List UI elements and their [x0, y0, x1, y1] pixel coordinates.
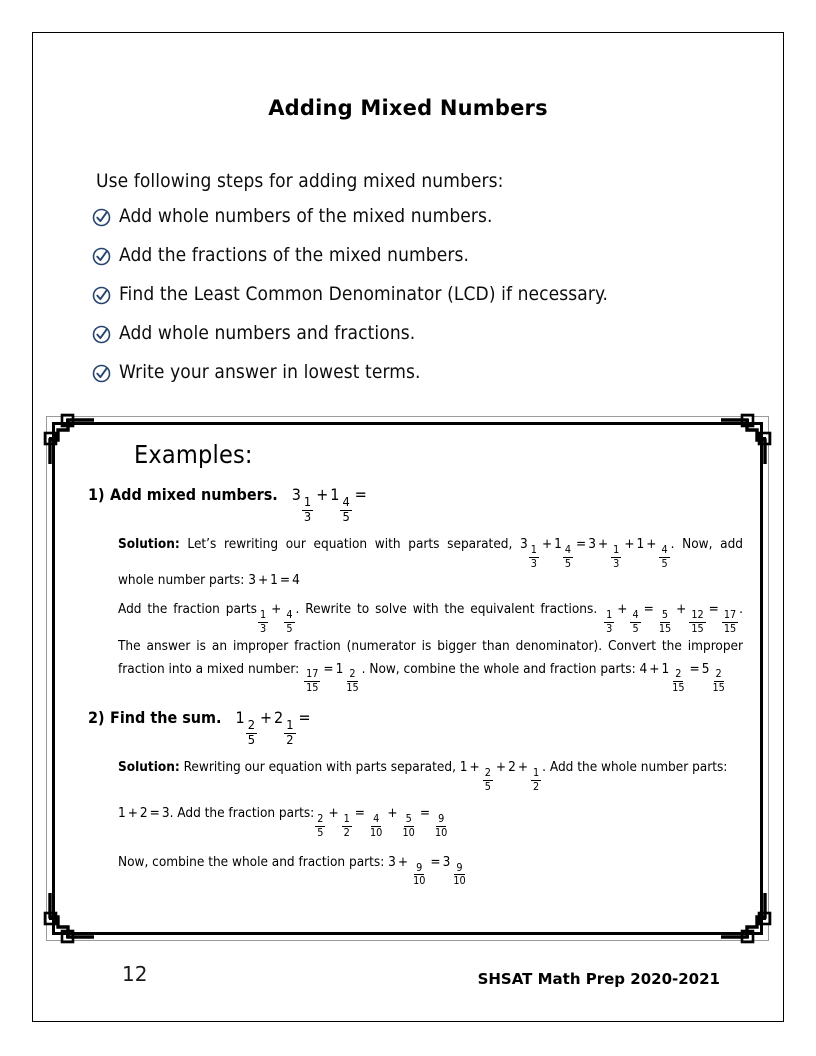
- solution-label: Solution:: [118, 759, 180, 776]
- intro-text: Use following steps for adding mixed numbers:: [96, 170, 504, 192]
- solution-text: Add the fraction parts: [118, 601, 257, 618]
- list-item: [92, 245, 732, 268]
- examples-heading: Examples:: [134, 440, 253, 469]
- list-item: [92, 284, 732, 307]
- circled-check-icon: [92, 325, 111, 344]
- list-item-label: Find the Least Common Denominator (LCD) if necessary.: [119, 283, 609, 305]
- solution-math: 1 + $\frac{2}{5}$ + 2 + $\frac{1}{2}$ .: [459, 759, 547, 793]
- examples-box: [46, 416, 769, 941]
- example-1-question: [88, 485, 743, 525]
- circled-check-icon: [92, 208, 111, 227]
- example-question-math: 3 $\frac{1}{3}$ + 1 $\frac{4}{5}$ =: [291, 485, 367, 526]
- list-item: [92, 323, 732, 346]
- example-question-math: 1 $\frac{2}{5}$ + 2 $\frac{1}{2}$ =: [235, 708, 311, 749]
- circled-check-icon: [92, 364, 111, 383]
- list-item: [92, 206, 732, 229]
- solution-math: $\frac{2}{5}$ + $\frac{1}{2}$ = $\frac{4}{10}$ + $\frac{5}{10}$ = $\frac{9}{10}$: [317, 805, 448, 839]
- example-2-solution-p2: [118, 802, 743, 838]
- solution-math: 4 + 1 $\frac{2}{15}$ = 5 $\frac{2}{15}$: [639, 660, 725, 695]
- examples-content: [88, 440, 743, 927]
- example-2-question: [88, 708, 743, 748]
- solution-text: Let’s rewriting our equation with parts separated,: [187, 536, 513, 553]
- solution-text: Rewriting our equation with parts separated,: [183, 759, 456, 776]
- solution-math: $\frac{1}{3}$ + $\frac{4}{5}$ .: [259, 601, 300, 635]
- solution-label: Solution:: [118, 536, 180, 553]
- solution-text: The answer is an improper fraction (numerator is bigger than denominator). Convert the improper fraction into a mixed number:: [118, 637, 743, 677]
- list-item: [92, 362, 732, 385]
- circled-check-icon: [92, 247, 111, 266]
- example-1-solution-p2: [118, 598, 743, 694]
- list-item-label: Write your answer in lowest terms.: [119, 361, 421, 383]
- solution-math: 1 + 2 = 3.: [118, 805, 174, 822]
- example-2-solution-p1: [118, 756, 743, 792]
- list-item-label: Add whole numbers of the mixed numbers.: [119, 205, 493, 227]
- page-title: Adding Mixed Numbers: [268, 96, 548, 120]
- circled-check-icon: [92, 286, 111, 305]
- example-number: 2): [88, 708, 105, 728]
- solution-text: Add the whole number parts:: [549, 759, 728, 776]
- solution-math: $\frac{1}{3}$ + $\frac{4}{5}$ = $\frac{5}{15}$ + $\frac{12}{15}$ = $\frac{17}{15}$ .: [606, 601, 744, 635]
- solution-text: Now, combine the whole and fraction parts:: [118, 853, 385, 870]
- list-item-label: Add whole numbers and fractions.: [119, 322, 416, 344]
- example-2-solution-p3: [118, 851, 743, 887]
- example-number: 1): [88, 485, 105, 504]
- solution-text: Now, combine the whole and fraction parts:: [369, 660, 636, 677]
- example-prompt: Add mixed numbers.: [110, 485, 278, 504]
- list-item-label: Add the fractions of the mixed numbers.: [119, 244, 470, 266]
- example-prompt: Find the sum.: [110, 708, 222, 728]
- solution-math: 3 + $\frac{9}{10}$ = 3 $\frac{9}{10}$: [388, 853, 466, 888]
- solution-text: Add the fraction parts:: [177, 805, 315, 822]
- footer-label: SHSAT Math Prep 2020-2021: [477, 970, 720, 988]
- solution-math: $\frac{17}{15}$ = 1 $\frac{2}{15}$ .: [306, 660, 366, 695]
- solution-math: 3 $\frac{1}{3}$ + 1 $\frac{4}{5}$ = 3 + $\frac{1}{3}$ + 1 + $\frac{4}{5}$ .: [520, 536, 675, 570]
- steps-checklist: [92, 206, 732, 401]
- solution-text: Rewrite to solve with the equivalent fractions.: [305, 601, 598, 618]
- page-number: 12: [122, 962, 148, 986]
- example-1-solution-p1: [118, 533, 743, 592]
- solution-math: 3 + 1 = 4: [248, 572, 300, 589]
- solution-text: Now, add whole number parts:: [118, 536, 744, 589]
